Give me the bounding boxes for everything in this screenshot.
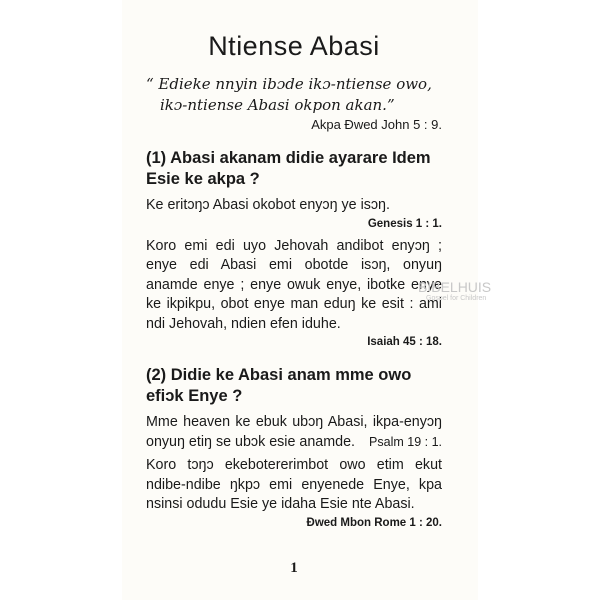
question-2: (2) Didie ke Abasi anam mme owo efiɔk Enye ?: [146, 366, 412, 406]
watermark-logo: [418, 280, 491, 303]
page-number: 1: [290, 560, 298, 576]
scripture-reference: Ɖwed Mbon Rome 1 : 20.: [306, 516, 442, 529]
scripture-reference: Isaiah 45 : 18.: [367, 336, 442, 349]
question-1: (1) Abasi akanam didie ayarare Idem Esie ke akpa ?: [146, 149, 431, 189]
answer-text: Mme heaven ke ebuk ubɔŋ Abasi, ikpa-enyɔŋ onyuŋ etiŋ se ubɔk esie anamde.: [146, 414, 442, 450]
answer-paragraph: [146, 413, 442, 452]
watermark-text: BIBELHUIS: [418, 279, 492, 295]
scripture-reference: Genesis 1 : 1.: [367, 217, 442, 230]
watermark-subtext: Gospel for Children: [426, 295, 487, 302]
page-title: Ntiense Abasi: [208, 31, 380, 61]
epigraph-line-1: “ Edieke nnyin ibɔde ikɔ-ntiense owo,: [146, 75, 432, 94]
answer-paragraph: Ke eritɔŋɔ Abasi okobot enyɔŋ ye isɔŋ.: [146, 197, 390, 214]
answer-paragraph: Koro emi edi uyo Jehovah andibot enyɔŋ ; enye edi Abasi emi obotde isɔŋ, onyuŋ anamde enye ; enye owuk enye, ibotke enye ke ikpikpu, obot enye man eduŋ ke esit : ami ndi Jehovah, ndien efen iduhe.: [146, 237, 442, 332]
scripture-reference: Psalm 19 : 1.: [369, 434, 442, 449]
answer-paragraph: Koro tɔŋɔ ekebotererimbot owo etim ekut ndibe-ndibe ŋkpɔ emi enyenede Enye, kpa nsinsi odudu Esie ye idaha Esie nte Abasi.: [146, 457, 442, 513]
epigraph: [146, 74, 442, 116]
epigraph-reference: Akpa Ɖwed John 5 : 9.: [311, 117, 442, 133]
epigraph-line-2: ikɔ-ntiense Abasi okpon akan.”: [160, 96, 395, 115]
page-content: [146, 30, 442, 576]
